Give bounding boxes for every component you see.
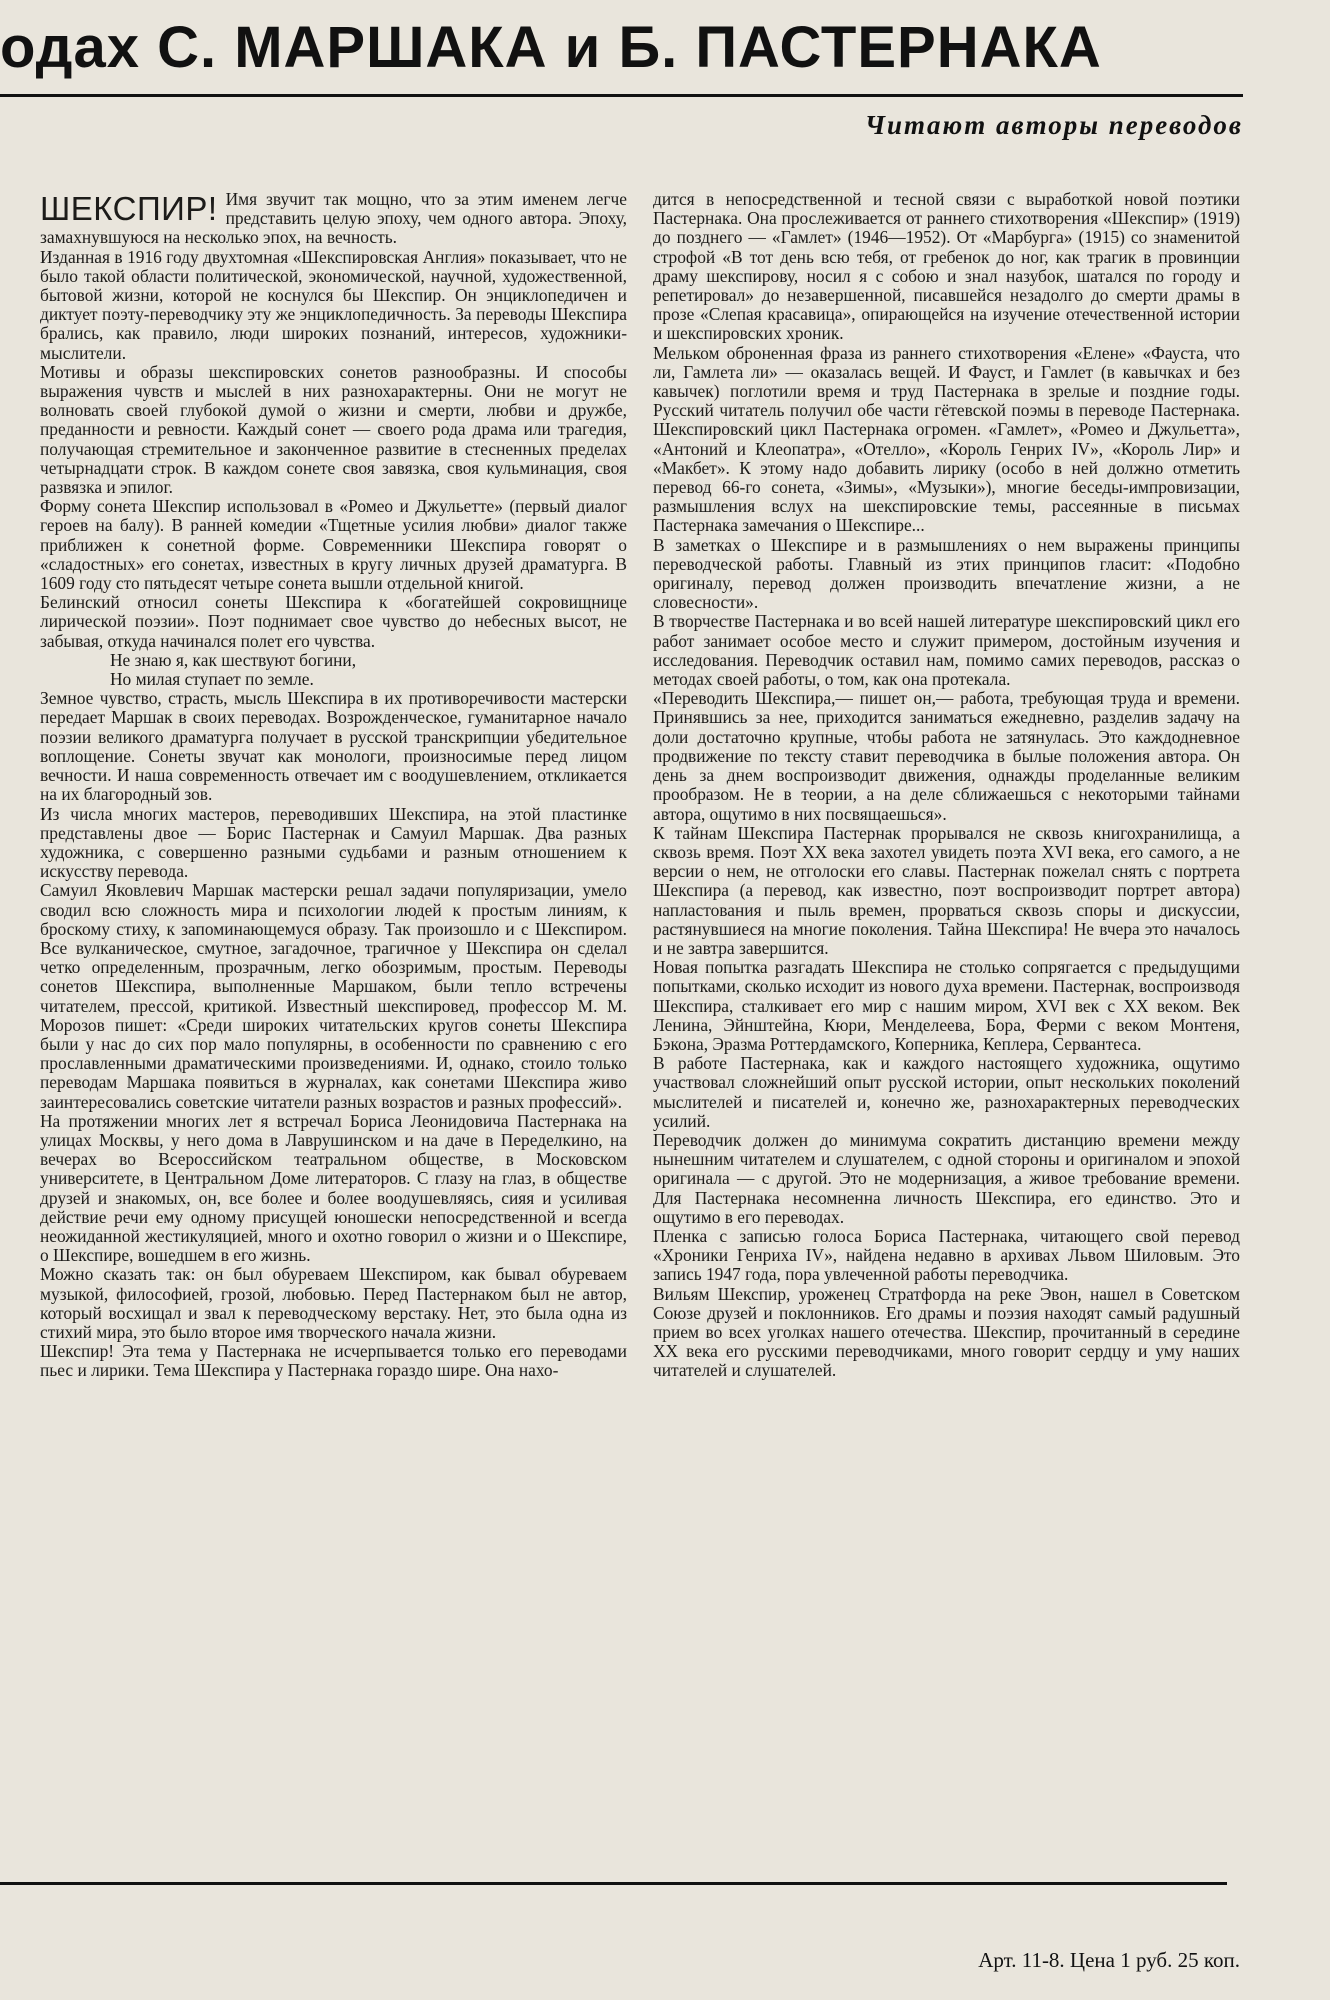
verse-line: Не знаю я, как шествуют богини, xyxy=(110,649,357,670)
article-paragraph: Из числа многих мастеров, переводивших Шекспира, на этой пластинке представлены двое — Борис Пастернак и Самуил Маршак. Два разных художника, с совершенно разными судьбами и разным отношением к искусству перевода. xyxy=(40,803,627,882)
article-paragraph: Переводчик должен до минимума сократить дистанцию времени между нынешним читателем и слушателем, с одной стороны и оригиналом и эпохой оригинала — с другой. Это не модернизация, а живое требование времени. Для Пастернака несомненна личность Шекспира, его единство. Это и ощутимо в его переводах. xyxy=(653,1129,1240,1227)
dropcap: ШЕКСПИР! xyxy=(40,190,218,227)
article-paragraph: дится в непосредственной и тесной связи с выработкой новой поэтики Пастернака. Она прослеживается от раннего стихотворения «Шекспир» (1919) до позднего — «Гамлет» (1946—1952). От «Марбурга» (1915) со знаменитой строфой «В тот день всю тебя, от гребенок до ног, как трагик в провинции драму шекспирову, носил я с собою и знал назубок, шатался по городу и репетировал» до незавершенной, писавшейся незадолго до смерти драмы в прозе «Слепая красавица», опирающейся на изучение отечественной истории и шекспировских хроник. xyxy=(653,190,1240,344)
article-paragraph: Земное чувство, страсть, мысль Шекспира в их противоречивости мастерски передает Маршак в своих переводах. Возрожденческое, гуманитарное начало поэзии великого драматурга получает в русской транскрипции убедительное воплощение. Сонеты звучат как монологи, произносимые перед лицом вечности. И наша современность отвечает им с воодушевлением, откликается на их благородный зов. xyxy=(40,688,627,805)
article-paragraph xyxy=(40,190,627,248)
verse-line: Но милая ступает по земле. xyxy=(110,669,314,690)
article-paragraph: В заметках о Шекспире и в размышлениях о нем выражены принципы переводческой работы. Главный из этих принципов гласит: «Подобно оригиналу, перевод должен производить впечатление жизни, а не словесности». xyxy=(653,534,1240,613)
article-paragraph: Форму сонета Шекспир использовал в «Ромео и Джульетте» (первый диалог героев на балу). В ранней комедии «Тщетные усилия любви» диалог также приближен к сонетной форме. Современники Шекспира говорят о «сладостных» его сонетах, известных в кругу личных друзей драматурга. В 1609 году сто пятьдесят четыре сонета вышли отдельной книгой. xyxy=(40,496,627,594)
article-paragraph: В творчестве Пастернака и во всей нашей литературе шекспировский цикл его работ занимает особое место и служит примером, достойным изучения и исследования. Переводчик оставил нам, помимо самих переводов, рассказ о методах своей работы, о том, как она протекала. xyxy=(653,611,1240,690)
paragraph-text: Имя звучит так мощно, что за этим именем легче представить целую эпоху, чем одного автора. Эпоху, замахнувшуюся на несколько эпох, на вечность. xyxy=(40,190,627,248)
article-paragraph: Изданная в 1916 году двухтомная «Шекспировская Англия» показывает, что не было такой области политической, экономической, научной, художественной, бытовой жизни, которой не коснулся бы Шекспир. Он энциклопедичен и диктует поэту-переводчику эту же энциклопедичность. За переводы Шекспира брались, как правило, люди широких познаний, интересов, художники-мыслители. xyxy=(40,246,627,363)
article-left-column xyxy=(40,190,627,1820)
article-paragraph: Мельком оброненная фраза из раннего стихотворения «Елене» «Фауста, что ли, Гамлета ли» — оказалась вещей. И Фауст, и Гамлет (в кавычках и без кавычек) поглотили время и труд Пастернака в зрелые и поздние годы. Русский читатель получил обе части гётевской поэмы в переводе Пастернака. Шекспировский цикл Пастернака огромен. «Гамлет», «Ромео и Джульетта», «Антоний и Клеопатра», «Отелло», «Король Генрих IV», «Король Лир» и «Макбет». К этому надо добавить лирику (особо в ней должно отметить перевод 66-го сонета, «Зимы», «Музыки»), многие беседы-импровизации, размышления вслух на шекспировские темы, рассеянные в письмах Пастернака замечания о Шекспире... xyxy=(653,342,1240,536)
article-paragraph: В работе Пастернака, как и каждого настоящего художника, ощутимо участвовал сложнейший опыт русской истории, опыт нескольких поколений мыслителей и писателей и, конечно же, разнохарактерных переводческих усилий. xyxy=(653,1053,1240,1131)
article-paragraph: На протяжении многих лет я встречал Бориса Леонидовича Пастернака на улицах Москвы, у него дома в Лаврушинском и на даче в Переделкино, на вечерах во Всероссийском театральном обществе, в Московском университете, в Центральном Доме литераторов. С глазу на глаз, в обществе друзей и знакомых, он, все более и более воодушевляясь, сияя и усиливая действие речи ему одному присущей юношески непосредственной и всегда неожиданной жестикуляцией, много и охотно говорил о жизни и о Шекспире, о Шекспире, вошедшем в его жизнь. xyxy=(40,1110,627,1266)
header-divider xyxy=(0,94,1243,97)
article-paragraph: Пленка с записью голоса Бориса Пастернака, читающего свой перевод «Хроники Генриха IV», найдена недавно в архивах Львом Шиловым. Это запись 1947 года, пора увлеченной работы переводчика. xyxy=(653,1225,1240,1285)
article-paragraph: К тайнам Шекспира Пастернак прорывался не сквозь книгохранилища, а сквозь время. Поэт XX века захотел увидеть поэта XVI века, его самого, а не версии о нем, не отголоски его славы. Пастернак пожелал снять с портрета Шекспира (а перевод, как известно, поэт воспроизводит портрет автора) напластования и пыль времен, прорваться сквозь споры и дискуссии, растянувшиеся на многие поколения. Тайна Шекспира! Не вчера это началось и не завтра завершится. xyxy=(653,822,1240,958)
page-title: одах С. МАРШАКА и Б. ПАСТЕРНАКА xyxy=(0,15,1102,80)
article-paragraph: Белинский относил сонеты Шекспира к «богатейшей сокровищнице лирической поэзии». Поэт поднимает свое чувство до небесных высот, не забывая, откуда начинался полет его чувства. xyxy=(40,592,627,651)
article-paragraph: Самуил Яковлевич Маршак мастерски решал задачи популяризации, умело сводил всю сложность мира и психологии людей к простым линиям, к броскому стиху, к запоминающемуся образу. Так произошло и с Шекспиром. Все вулканическое, смутное, загадочное, трагичное у Шекспира он сделал четко определенным, прозрачным, легко обозримым, простым. Переводы сонетов Шекспира, выполненные Маршаком, были тепло встречены читателем, прессой, критикой. Известный шекспировед, профессор М. М. Морозов пишет: «Среди широких читательских кругов сонеты Шекспира были у нас до сих пор мало популярны, в особенности по сравнению с его прославленными драматическими произведениями. И, однако, стоило только переводам Маршака появиться в журналах, как сонетами Шекспира живо заинтересовались советские читатели разных возрастов и разных профессий». xyxy=(40,880,627,1112)
article-paragraph: Шекспир! Эта тема у Пастернака не исчерпывается только его переводами пьес и лирики. Тема Шекспира у Пастернака гораздо шире. Она нахо- xyxy=(40,1341,627,1381)
article-paragraph: Можно сказать так: он был обуреваем Шекспиром, как бывал обуреваем музыкой, философией, грозой, любовью. Перед Пастернаком был не автор, который восхищал и звал к переводческому верстаку. Нет, это была одна из стихий мира, это было второе имя творческого начала жизни. xyxy=(40,1264,627,1342)
article-paragraph: «Переводить Шекспира,— пишет он,— работа, требующая труда и времени. Принявшись за нее, приходится заниматься ежедневно, разделив задачу на доли достаточно крупные, чтобы работа не затянулась. Это каждодневное продвижение по тексту ставит переводчика в былые положения автора. Он день за днем воспроизводит движения, однажды проделанные великим прообразом. Не в теории, а на деле сближаешься с некоторыми тайнами автора, ощутимо в них посвящаешься». xyxy=(653,688,1240,824)
price-label: Арт. 11-8. Цена 1 руб. 25 коп. xyxy=(978,1948,1240,1972)
page-subtitle: Читают авторы переводов xyxy=(864,110,1243,140)
footer-divider xyxy=(0,1882,1227,1885)
article-paragraph: Вильям Шекспир, уроженец Стратфорда на реке Эвон, нашел в Советском Союзе друзей и поклонников. Его драмы и поэзия находят самый радушный прием во всех уголках нашего отечества. Шекспир, прочитанный в середине XX века его русскими переводчиками, много говорит сердцу и уму наших читателей и слушателей. xyxy=(653,1283,1240,1381)
article-paragraph: Новая попытка разгадать Шекспира не столько сопрягается с предыдущими попытками, сколько исходит из нового духа времени. Пастернак, воспроизводя Шекспира, сталкивает его мир с нашим миром, XVI век с XX веком. Век Ленина, Эйнштейна, Кюри, Менделеева, Бора, Ферми с веком Монтеня, Бэкона, Эразма Роттердамского, Коперника, Кеплера, Сервантеса. xyxy=(653,957,1240,1054)
article-paragraph: Мотивы и образы шекспировских сонетов разнообразны. И способы выражения чувств и мыслей в них разнохарактерны. Они не могут не волновать своей глубокой думой о жизни и смерти, любви и дружбе, преданности и ревности. Каждый сонет — своего рода драма или трагедия, получающая стремительное и законченное развитие в стесненных пределах четырнадцати строк. В каждом сонете своя завязка, своя кульминация, своя развязка и эпилог. xyxy=(40,361,627,498)
article-right-column xyxy=(653,190,1240,1820)
